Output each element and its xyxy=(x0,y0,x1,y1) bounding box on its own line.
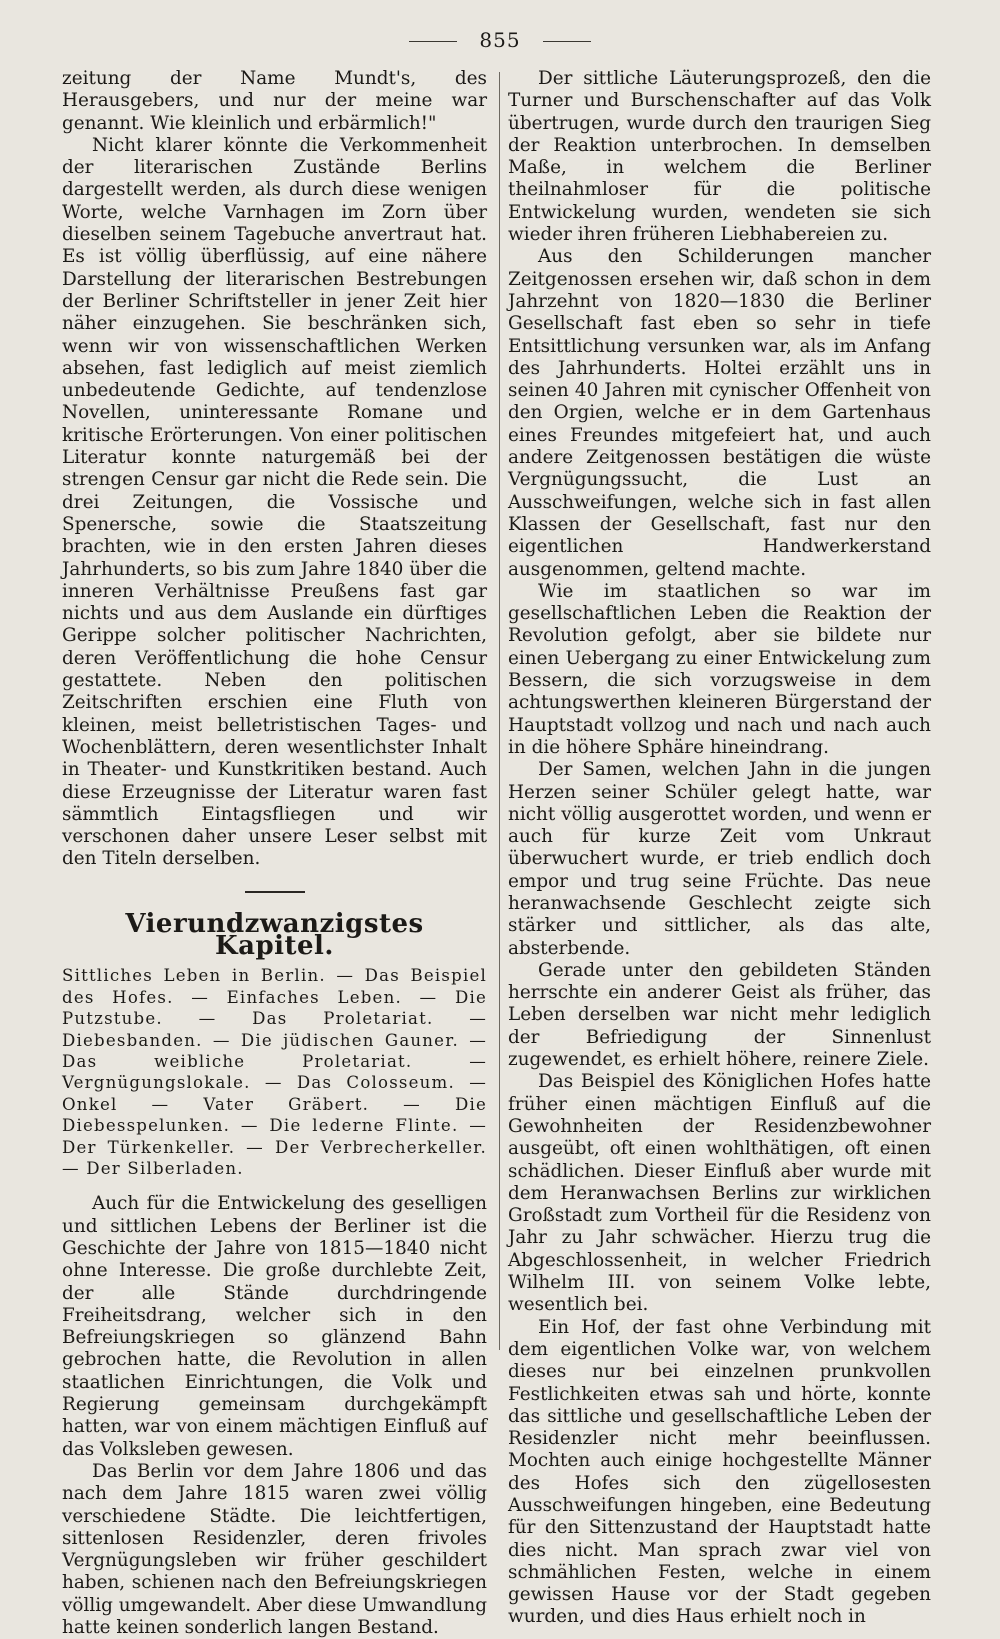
paragraph: Auch für die Entwickelung des geselligen und sittlichen Lebens der Berliner ist die Geschichte der Jahre von 1815—1840 nicht ohne Interesse. Die große durchlebte Zeit, der alle Stände durchdringende Freiheitsdrang, welcher sich in den Befreiungskriegen so glänzend Bahn gebrochen hatte, die Revolution in allen staatlichen Einrichtungen, die Volk und Regierung gemeinsam durchgekämpft hatten, war von einem mächtigen Einfluß auf das Volksleben gewesen. xyxy=(62,1193,487,1460)
chapter-summary: Sittliches Leben in Berlin. — Das Beispiel des Hofes. — Einfaches Leben. — Die Putzstube. — Das Proletariat. — Diebesbanden. — Die jüdischen Gauner. — Das weibliche Proletariat. — Vergnügungslokale. — Das Colosseum. — Onkel — Vater Gräbert. — Die Diebesspelunken. — Die lederne Flinte. — Der Türkenkeller. — Der Verbrecherkeller. — Der Silberladen. xyxy=(62,966,487,1178)
paragraph: Nicht klarer könnte die Verkommenheit der literarischen Zustände Berlins dargestellt werden, als durch diese wenigen Worte, welche Varnhagen im Zorn über dieselben seinem Tagebuche anvertraut hat. Es ist völlig überflüssig, auf eine nähere Darstellung der literarischen Bestrebungen der Berliner Schriftsteller in jener Zeit hier näher einzugehen. Sie beschränken sich, wenn wir von wissenschaftlichen Werken absehen, fast lediglich auf meist ziemlich unbedeutende Gedichte, auf tendenzlose Novellen, uninteressante Romane und kritische Erörterungen. Von einer politischen Literatur konnte naturgemäß bei der strengen Censur gar nicht die Rede sein. Die drei Zeitungen, die Vossische und Spenersche, sowie die Staatszeitung brachten, wie in den ersten Jahren dieses Jahrhunderts, so bis zum Jahre 1840 über die inneren Verhältnisse Preußens fast gar nichts und aus dem Auslande ein dürftiges Gerippe solcher politischer Nachrichten, deren Veröffentlichung die hohe Censur gestattete. Neben den politischen Zeitschriften erschien eine Fluth von kleinen, meist belletristischen Tages- und Wochenblättern, deren wesentlichster Inhalt in Theater- und Kunstkritiken bestand. Auch diese Erzeugnisse der Literatur waren fast sämmtlich Eintagsfliegen und wir verschonen daher unsere Leser selbst mit den Titeln derselben. xyxy=(62,134,487,870)
paragraph: Wie im staatlichen so war im gesellschaftlichen Leben die Reaktion der Revolution gefolgt, aber sie bildete nur einen Uebergang zu einer Entwickelung zum Bessern, die sich vorzugsweise in dem achtungswerthen kleineren Bürgerstand der Hauptstadt vollzog und nach und nach auch in die höhere Sphäre hineindrang. xyxy=(508,580,931,758)
right-column xyxy=(508,68,931,1629)
paragraph: Der Samen, welchen Jahn in die jungen Herzen seiner Schüler gelegt hatte, war nicht völlig ausgerottet worden, und wenn er auch für kurze Zeit vom Unkraut überwuchert wurde, er trieb endlich doch empor und trug seine Früchte. Das neue heranwachsende Geschlecht zeigte sich stärker und sittlicher, als das alte, absterbende. xyxy=(508,759,931,959)
paragraph: Der sittliche Läuterungsprozeß, den die Turner und Burschenschafter auf das Volk übertrugen, wurde durch den traurigen Sieg der Reaktion unterbrochen. In demselben Maße, in welchem die Berliner theilnahmloser für die politische Entwickelung wurden, wendeten sie sich wieder ihren früheren Liebhabereien zu. xyxy=(508,68,931,246)
column-divider xyxy=(499,72,500,1350)
header-rule-right xyxy=(543,41,591,42)
page-number-header xyxy=(0,28,1000,52)
paragraph: Ein Hof, der fast ohne Verbindung mit dem eigentlichen Volke war, von welchem dieses nur bei einzelnen prunkvollen Festlichkeiten etwas sah und hörte, konnte das sittliche und gesellschaftliche Leben der Residenzler nicht mehr beeinflussen. Mochten auch einige hochgestellte Männer des Hofes sich den zügellosesten Ausschweifungen hingeben, eine Bedeutung für den Sittenzustand der Hauptstadt hatte dies nicht. Man sprach zwar viel von schmählichen Festen, welche in einem gewissen Hause vor der Stadt gegeben wurden, und dies Haus erhielt noch in xyxy=(508,1316,931,1628)
paragraph: Das Beispiel des Königlichen Hofes hatte früher einen mächtigen Einfluß auf die Gewohnheiten der Residenzbewohner ausgeübt, oft einen wohlthätigen, oft einen schädlichen. Dieser Einfluß aber wurde mit dem Heranwachsen Berlins zur wirklichen Großstadt zum Vortheil für die Residenz von Jahr zu Jahr schwächer. Hierzu trug die Abgeschlossenheit, in welcher Friedrich Wilhelm III. von seinem Volke lebte, wesentlich bei. xyxy=(508,1071,931,1316)
paragraph: Aus den Schilderungen mancher Zeitgenossen ersehen wir, daß schon in dem Jahrzehnt von 1820—1830 die Berliner Gesellschaft fast eben so sehr in tiefe Entsittlichung versunken war, als im Anfang des Jahrhunderts. Holtei erzählt uns in seinen 40 Jahren mit cynischer Offenheit von den Orgien, welche er in dem Gartenhaus eines Freundes mitgefeiert hat, und auch andere Zeitgenossen bestätigen die wüste Vergnügungssucht, die Lust an Ausschweifungen, welche sich in fast allen Klassen der Gesellschaft, fast nur den eigentlichen Handwerkerstand ausgenommen, geltend machte. xyxy=(508,246,931,580)
header-rule-left xyxy=(409,41,457,42)
paragraph: zeitung der Name Mundt's, des Herausgebers, und nur der meine war genannt. Wie kleinlich und erbärmlich!" xyxy=(62,68,487,134)
paragraph: Gerade unter den gebildeten Ständen herrschte ein anderer Geist als früher, das Leben derselben war nicht mehr lediglich der Befriedigung der Sinnenlust zugewendet, es erhielt höhere, reinere Ziele. xyxy=(508,959,931,1071)
chapter-title: Vierundzwanzigstes Kapitel. xyxy=(125,908,424,961)
left-column xyxy=(62,68,487,1639)
section-divider xyxy=(245,891,305,893)
page-number: 855 xyxy=(479,28,521,52)
paragraph: Das Berlin vor dem Jahre 1806 und das nach dem Jahre 1815 waren zwei völlig verschiedene Städte. Die leichtfertigen, sittenlosen Residenzler, deren frivoles Vergnügungsleben wir früher geschildert haben, schienen nach den Befreiungskriegen völlig umgewandelt. Aber diese Umwandlung hatte keinen sonderlich langen Bestand. xyxy=(62,1460,487,1638)
